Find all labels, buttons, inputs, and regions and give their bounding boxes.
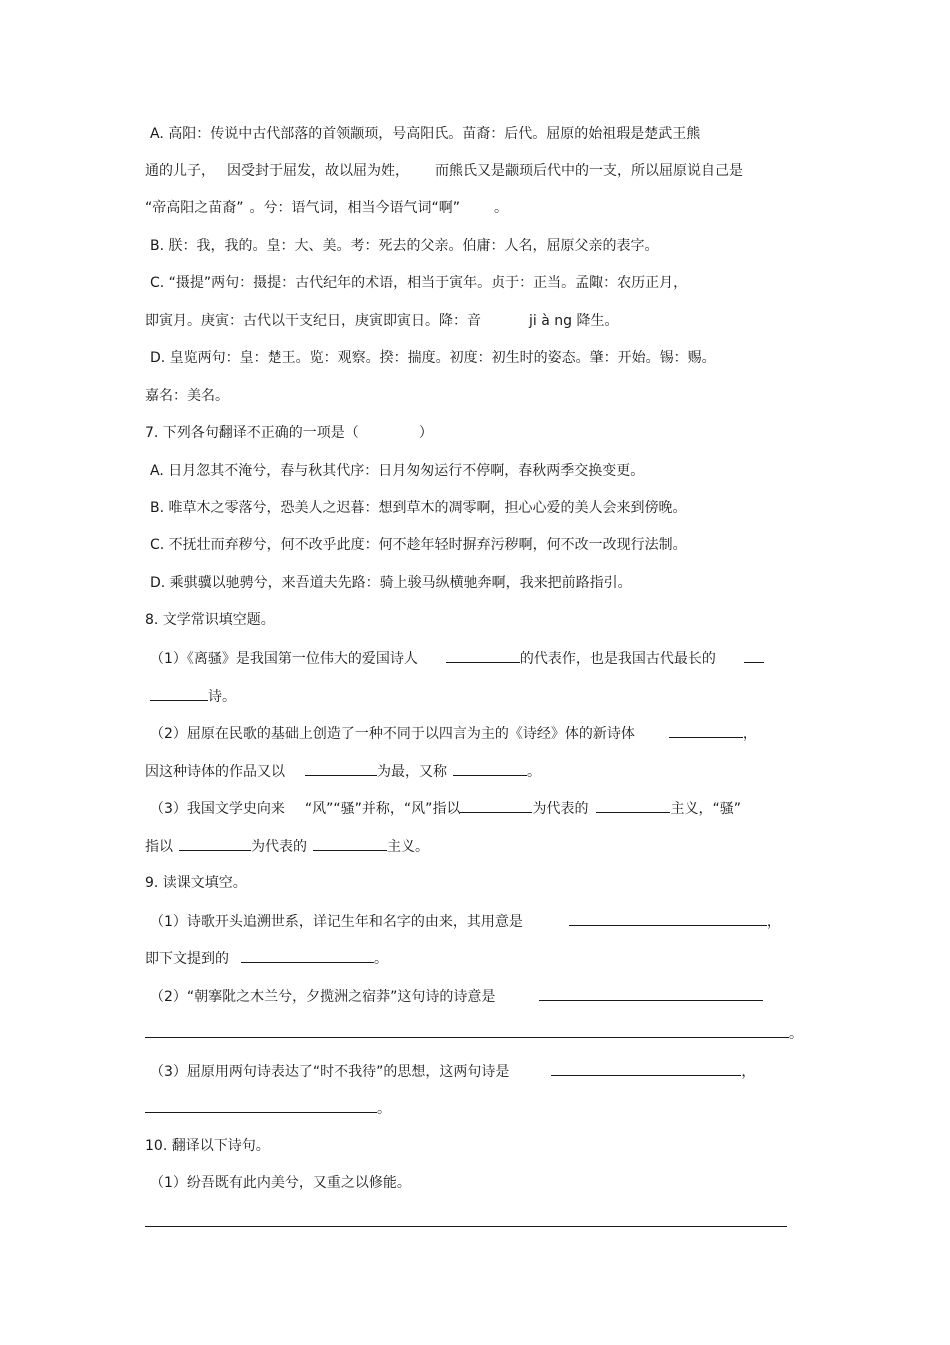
q9-2-blank-meaning[interactable] [539, 985, 763, 1001]
q9-1-blank-purpose[interactable] [569, 910, 767, 926]
q9-2-text1: （2）“朝搴阰之木兰兮，夕揽洲之宿莽”这句诗的诗意是 [150, 989, 496, 1005]
q8-3-text7: 主义。 [387, 839, 429, 855]
q8-2-text3: 因这种诗体的作品又以 [145, 764, 285, 780]
q8-item3-line1 [150, 797, 741, 819]
q9-2-text2: 。 [789, 1026, 803, 1042]
q6-option-b: B. 朕：我，我的。皇：大、美。考：死去的父亲。伯庸：人名，屈原父亲的表字。 [150, 238, 659, 254]
q8-3-blank-feng-ism[interactable] [596, 797, 670, 813]
q10-item1: （1）纷吾既有此内美兮，又重之以修能。 [150, 1175, 411, 1191]
q8-1-blank-genre[interactable] [150, 685, 208, 701]
q7-option-c: C. 不抚壮而弃秽兮，何不改乎此度：何不趁年轻时摒弃污秽啊，何不改一改现行法制。 [150, 537, 687, 553]
q8-item2-line1 [150, 722, 757, 744]
q9-item2-line2 [145, 1022, 803, 1044]
q6-a3-part1: “帝高阳之苗裔” [145, 200, 244, 216]
q6-option-d-line2: 嘉名：美名。 [145, 388, 229, 404]
q9-3-blank-line1[interactable] [551, 1060, 741, 1076]
q7-stem [145, 422, 433, 444]
q9-3-text2: ， [741, 1064, 756, 1080]
q8-2-blank-work[interactable] [305, 760, 377, 776]
q9-item1-line2 [145, 947, 388, 969]
q9-item1-line1 [150, 910, 781, 932]
q6-option-d-line1: D. 皇览两句：皇：楚王。览：观察。揆：揣度。初度：初生时的姿态。肇：开始。锡：赐。 [150, 350, 716, 366]
q8-3-blank-feng-work[interactable] [460, 797, 532, 813]
q9-1-text2: ， [766, 914, 781, 930]
q8-3-text5: 指以 [145, 839, 173, 855]
q6-a2-part3: 而熊氏又是颛顼后代中的一支，所以屈原说自己是 [435, 163, 743, 179]
q9-3-blank-line2[interactable] [145, 1097, 377, 1113]
q8-2-blank-style[interactable] [669, 722, 743, 738]
q6-a2-part1: 通的儿子， [145, 163, 215, 179]
q8-2-text5: 。 [527, 764, 541, 780]
q8-item1-line1 [150, 647, 764, 669]
q9-1-text4: 。 [374, 951, 388, 967]
q7-option-a: A. 日月忽其不淹兮，春与秋其代序：日月匆匆运行不停啊，春秋两季交换变更。 [150, 463, 645, 479]
q9-1-text3: 即下文提到的 [145, 951, 229, 967]
q8-3-blank-sao-ism[interactable] [313, 835, 387, 851]
q8-1-blank-poet[interactable] [446, 647, 520, 663]
q8-1-blank-genre-start[interactable] [744, 647, 764, 663]
q7-stem-end: ） [418, 425, 433, 441]
q8-3-text3: 为代表的 [532, 801, 589, 817]
q6-a3-part2: 。兮：语气词，相当今语气词“啊” [249, 200, 461, 216]
q8-2-text4: 为最，又称 [377, 764, 447, 780]
q8-item1-line2 [145, 685, 236, 707]
q6-option-a-line3 [145, 197, 508, 219]
q9-stem: 9. 读课文填空。 [145, 875, 247, 891]
q8-3-text4: 主义，“骚” [670, 801, 741, 817]
q7-stem-text: 7. 下列各句翻译不正确的一项是（ [145, 425, 359, 441]
q8-2-blank-alias[interactable] [453, 760, 527, 776]
q6-a3-part3: 。 [494, 200, 509, 216]
q6-option-c-line2 [145, 310, 618, 332]
q8-2-text2: ， [742, 726, 757, 742]
q8-item2-line2 [145, 760, 541, 782]
q7-option-b: B. 唯草木之零落兮，恐美人之迟暮：想到草木的凋零啊，担心心爱的美人会来到傍晚。 [150, 500, 687, 516]
q9-1-blank-reference[interactable] [241, 947, 374, 963]
q8-3-text6: 为代表的 [251, 839, 307, 855]
q6-option-a-line2 [145, 160, 743, 182]
q10-stem: 10. 翻译以下诗句。 [145, 1138, 270, 1154]
q10-answer-line[interactable] [145, 1226, 787, 1227]
q6-c2-pinyin: ji à ng 降生。 [529, 313, 619, 329]
q9-3-text3: 。 [377, 1101, 391, 1117]
q8-2-text1: （2）屈原在民歌的基础上创造了一种不同于以四言为主的《诗经》体的新诗体 [150, 726, 635, 742]
q8-1-text3: 诗。 [208, 689, 236, 705]
q9-item2-line1 [150, 985, 763, 1007]
q6-a2-part2: 因受封于屈发，故以屈为姓， [227, 163, 409, 179]
q6-option-a-line1: A. 高阳：传说中古代部落的首领颛顼，号高阳氏。苗裔：后代。屈原的始祖瑕是楚武王熊 [150, 126, 701, 142]
q6-option-c-line1: C. “摄提”两句：摄提：古代纪年的术语，相当于寅年。贞于：正当。孟陬：农历正月， [150, 275, 688, 291]
q8-stem: 8. 文学常识填空题。 [145, 612, 275, 628]
q8-3-text2: “风”“骚”并称，“风”指以 [304, 801, 461, 817]
q9-item3-line2 [145, 1097, 391, 1119]
q9-1-text1: （1）诗歌开头追溯世系，详记生年和名字的由来，其用意是 [150, 914, 523, 930]
q8-1-text2: 的代表作，也是我国古代最长的 [519, 651, 716, 667]
q9-2-blank-meaning-cont[interactable] [145, 1022, 789, 1038]
q9-item3-line1 [150, 1060, 755, 1082]
q9-3-text1: （3）屈原用两句诗表达了“时不我待”的思想，这两句诗是 [150, 1064, 510, 1080]
q8-3-blank-sao-work[interactable] [179, 835, 251, 851]
q8-item3-line2 [145, 835, 429, 857]
q8-1-text1: （1）《离骚》是我国第一位伟大的爱国诗人 [150, 651, 418, 667]
q7-option-d: D. 乘骐骥以驰骋兮，来吾道夫先路：骑上骏马纵横驰奔啊，我来把前路指引。 [150, 575, 632, 591]
q6-c2-part1: 即寅月。庚寅：古代以干支纪日，庚寅即寅日。降：音 [145, 313, 481, 329]
q8-3-text1: （3）我国文学史向来 [150, 801, 285, 817]
